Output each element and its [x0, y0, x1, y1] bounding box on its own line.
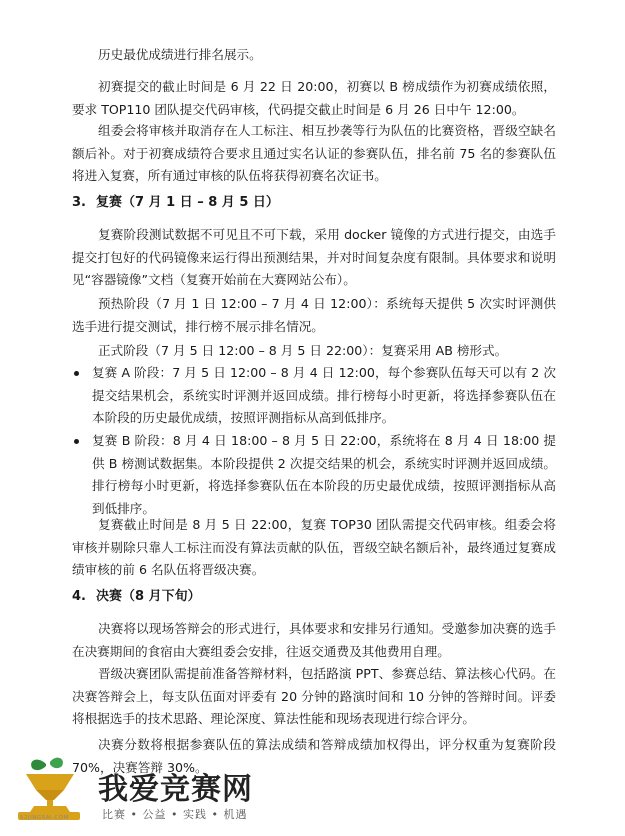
heading-final	[72, 586, 201, 608]
bullet-text: 复赛 A 阶段：7 月 5 日 12:00 – 8 月 4 日 12:00，每个参赛队伍每天可以有 2 次提交结果机会，系统实时评测并返回成绩。排行榜每小时更新，将选择参赛队伍在本阶段的历史最优成绩，按照评测指标从高到低排序。	[92, 365, 556, 425]
paragraph-prelim-deadline: 初赛提交的截止时间是 6 月 22 日 20:00，初赛以 B 榜成绩作为初赛成绩依照，要求 TOP110 团队提交代码审核，代码提交截止时间是 6 月 26 日中午 12:00。	[72, 79, 556, 117]
paragraph-final-format: 决赛将以现场答辩会的形式进行，具体要求和安排另行通知。受邀参加决赛的选手在决赛期间的食宿由大赛组委会安排，往返交通费及其他费用自理。	[72, 621, 556, 659]
paragraph-final-defense: 晋级决赛团队需提前准备答辩材料，包括路演 PPT、参赛总结、算法核心代码。在决赛答辩会上，每支队伍面对评委有 20 分钟的路演时间和 10 分钟的答辩时间。评委将根据选手的技术思路、理论深度、算法性能和现场表现进行综合评分。	[72, 666, 556, 726]
paragraph-semifinal-deadline: 复赛截止时间是 8 月 5 日 22:00，复赛 TOP30 团队需提交代码审核。组委会将审核并剔除只靠人工标注而没有算法贡献的队伍，晋级空缺名额后补，最终通过复赛成绩审核的前 6 名队伍将晋级决赛。	[72, 517, 556, 577]
trophy-icon	[18, 756, 88, 822]
paragraph-formal-stage: 正式阶段（7 月 5 日 12:00 – 8 月 5 日 22:00）：复赛采用 AB 榜形式。	[98, 343, 508, 358]
paragraph-final-score: 决赛分数将根据参赛队伍的算法成绩和答辩成绩加权得出，评分权重为复赛阶段 70%，决赛答辩 30%。	[72, 737, 556, 775]
paragraph-prelim-review: 组委会将审核并取消存在人工标注、相互抄袭等行为队伍的比赛资格，晋级空缺名额后补。对于初赛成绩符合要求且通过实名认证的参赛队伍，排名前 75 名的参赛队伍将进入复赛，所有通过审核的队伍将获得初赛名次证书。	[72, 123, 556, 183]
paragraph-ranking-display: 历史最优成绩进行排名展示。	[98, 47, 262, 62]
watermark-logo	[18, 756, 278, 828]
heading-number: 3.	[72, 195, 86, 210]
heading-text: 决赛（8 月下旬）	[96, 589, 201, 604]
list-item	[92, 430, 556, 520]
heading-semifinal	[72, 192, 279, 214]
watermark-url: 52JINGSAI.COM	[20, 815, 69, 821]
list-item	[92, 362, 556, 430]
heading-text: 复赛（7 月 1 日 – 8 月 5 日）	[96, 195, 279, 210]
watermark-tagline: 比赛 • 公益 • 实践 • 机遇	[102, 808, 248, 821]
bullet-icon	[74, 439, 79, 444]
bullet-text: 复赛 B 阶段：8 月 4 日 18:00 – 8 月 5 日 22:00，系统将在 8 月 4 日 18:00 提供 B 榜测试数据集。本阶段提供 2 次提交结果的机会，系统实时评测并返回成绩。排行榜每小时更新，将选择参赛队伍在本阶段的历史最优成绩，按照评测指标从高到低排序。	[92, 433, 556, 516]
watermark-title: 我爱竞赛网	[98, 772, 253, 807]
heading-number: 4.	[72, 589, 86, 604]
paragraph-semifinal-docker: 复赛阶段测试数据不可见且不可下载，采用 docker 镜像的方式进行提交，由选手提交打包好的代码镜像来运行得出预测结果，并对时间复杂度有限制。具体要求和说明见“容器镜像”文档（复赛开始前在大赛网站公布）。	[72, 227, 556, 287]
paragraph-warmup-stage: 预热阶段（7 月 1 日 12:00 – 7 月 4 日 12:00）：系统每天提供 5 次实时评测供选手进行提交测试，排行榜不展示排名情况。	[72, 296, 556, 334]
bullet-icon	[74, 371, 79, 376]
